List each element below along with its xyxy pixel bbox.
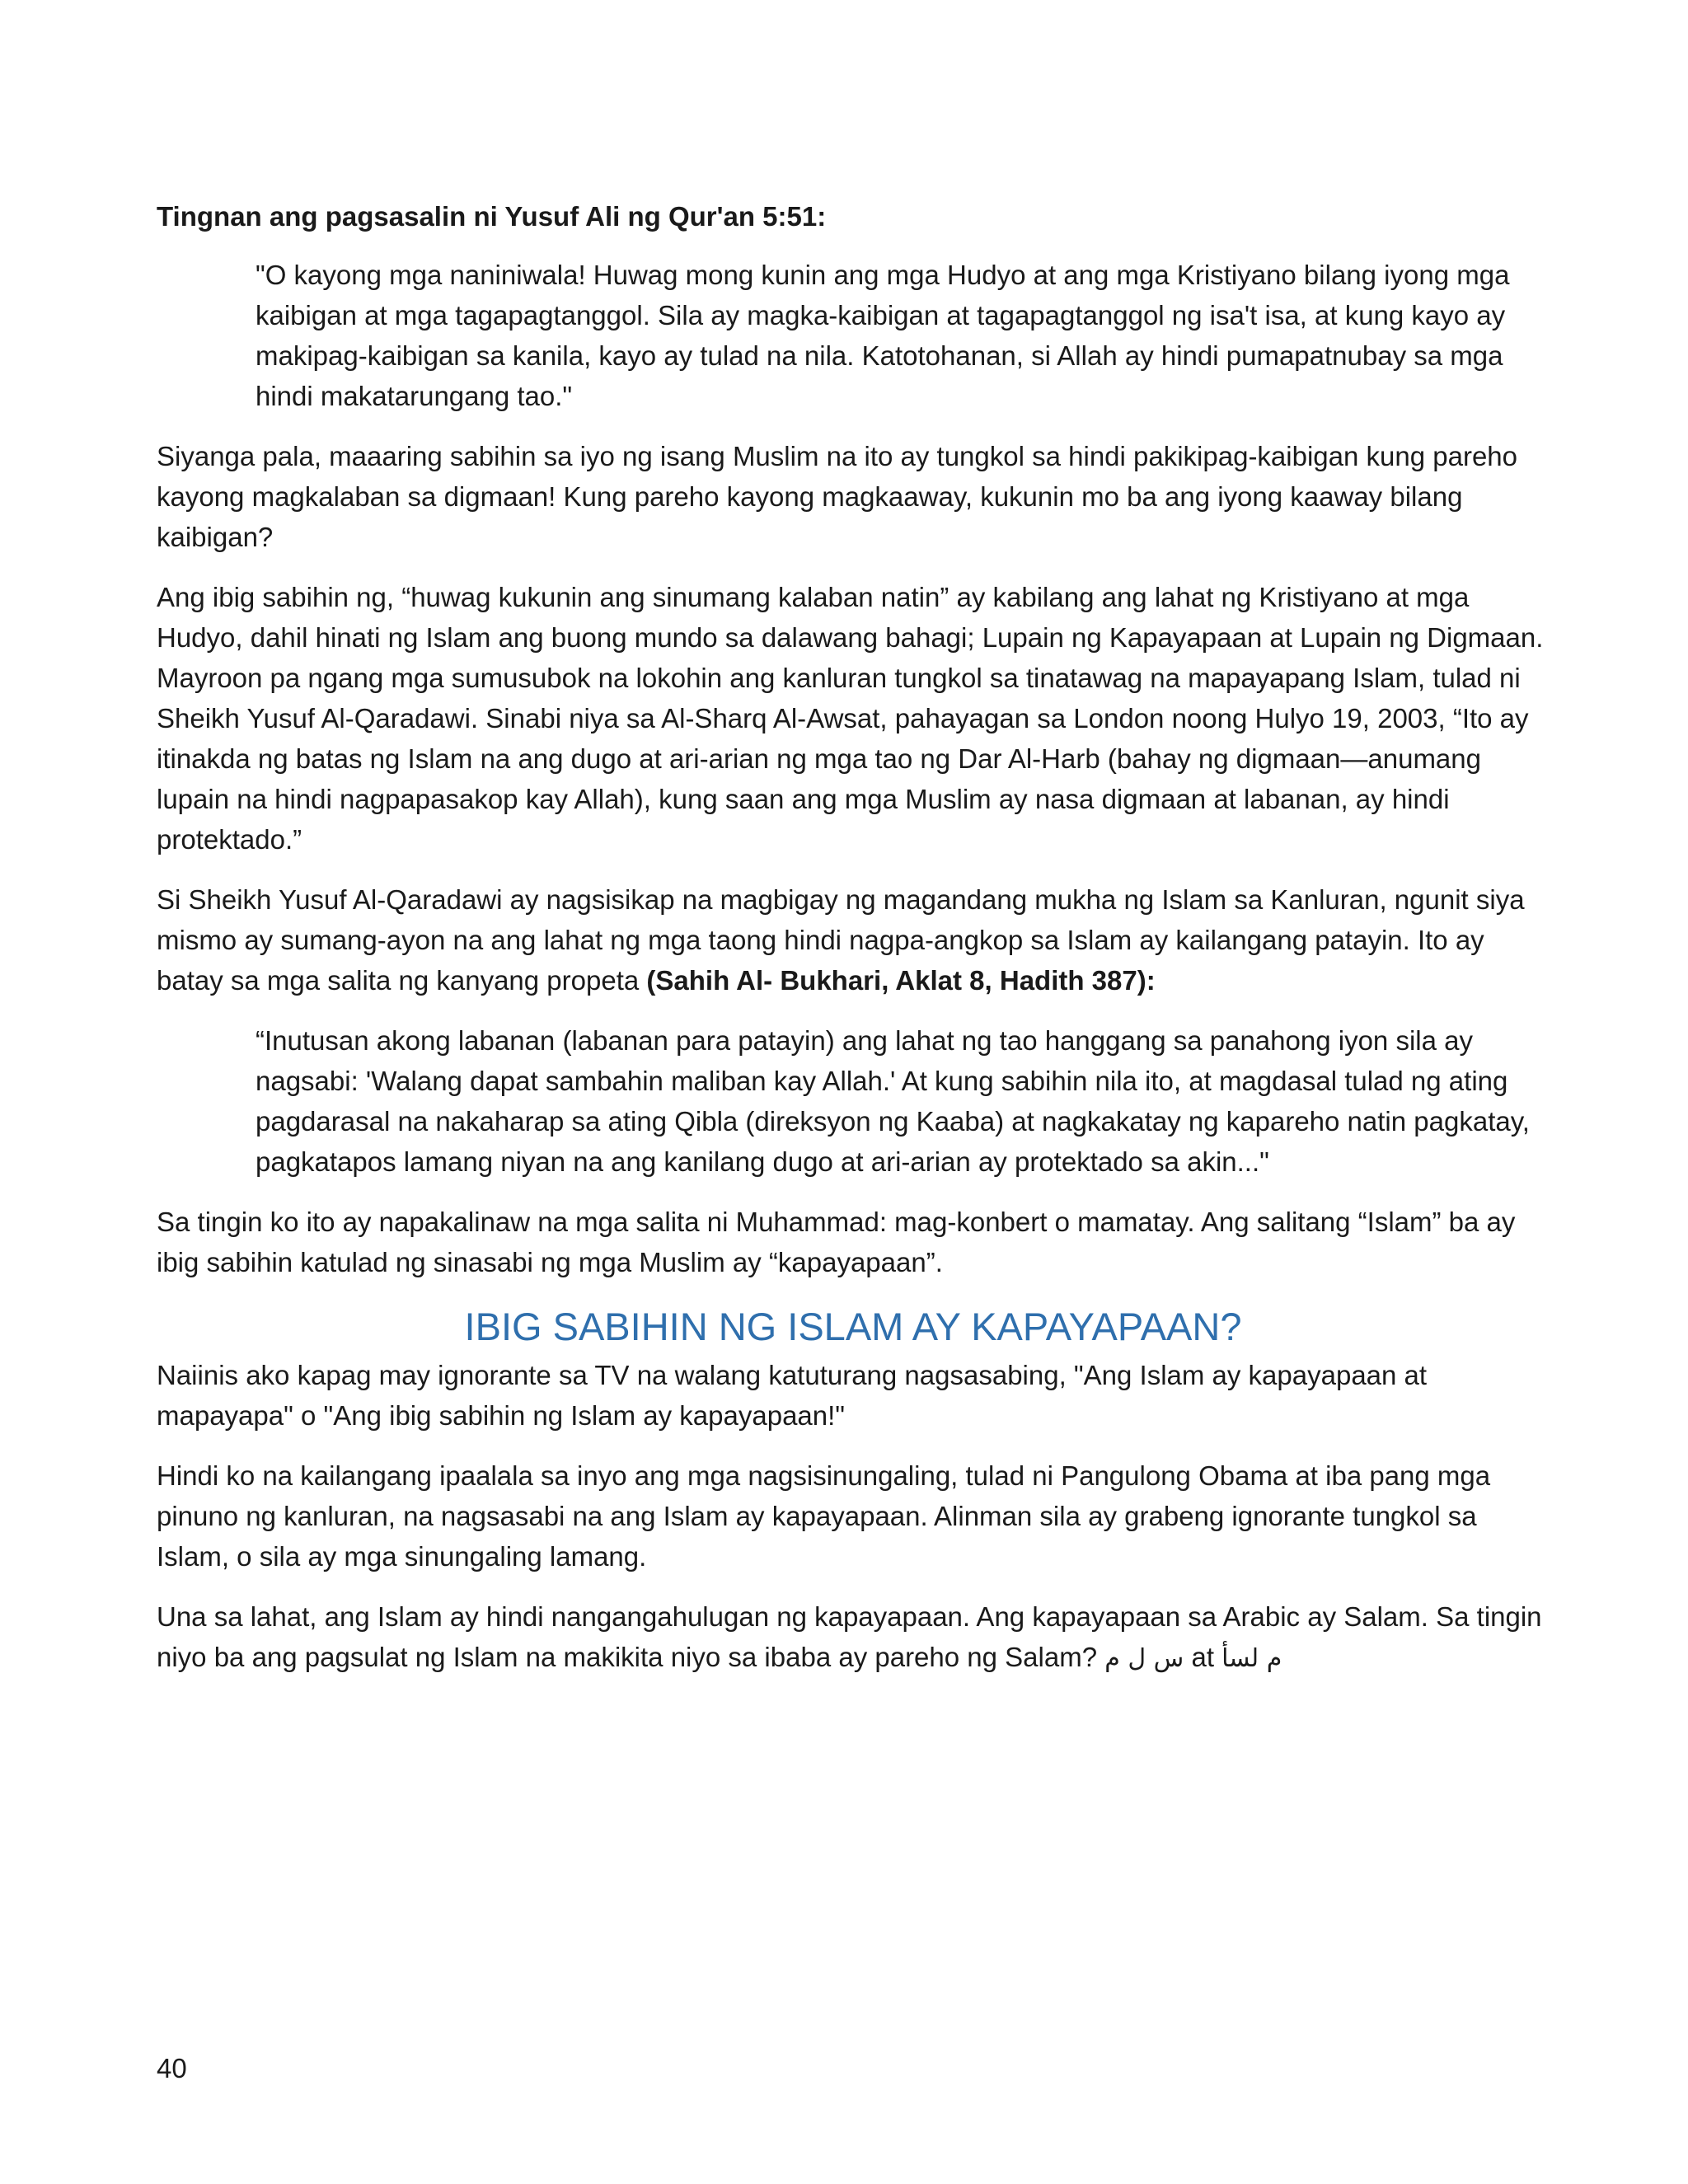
paragraph-1: Siyanga pala, maaaring sabihin sa iyo ng isang Muslim na ito ay tungkol sa hindi pakikipag-kaibigan kung pareho kayong magkalaban sa digmaan! Kung pareho kayong magkaaway, kukunin mo ba ang iyong kaaway bilang kaibigan? [157, 441, 1518, 552]
page-content [157, 196, 1550, 1699]
hadith-quote: “Inutusan akong labanan (labanan para patayin) ang lahat ng tao hanggang sa panahong iyon sila ay nagsabi: 'Walang dapat sambahin maliban kay Allah.' At kung sabihin nila ito, at magdasal tulad ng ating pagdarasal na nakaharap sa ating Qibla (direksyon ng Kaaba) at nagkakatay ng kapareho natin pagkatay, pagkatapos lamang niyan na ang kanilang dugo at ari-arian ay protektado sa akin..." [256, 1025, 1530, 1177]
section-heading: IBIG SABIHIN NG ISLAM AY KAPAYAPAAN? [464, 1305, 1242, 1348]
quran-quote: "O kayong mga naniniwala! Huwag mong kunin ang mga Hudyo at ang mga Kristiyano bilang iyong mga kaibigan at mga tagapagtanggol. Sila ay magka-kaibigan at tagapagtanggol ng isa't isa, at kung kayo ay makipag-kaibigan sa kanila, kayo ay tulad na nila. Katotohanan, si Allah ay hindi pumapatnubay sa mga hindi makatarungang tao." [256, 260, 1510, 411]
paragraph-7-text: Una sa lahat, ang Islam ay hindi nangangahulugan ng kapayapaan. Ang kapayapaan sa Arabic ay Salam. Sa tingin niyo ba ang pagsulat ng Islam na makikita niyo sa ibaba ay pareho ng Salam? [157, 1601, 1542, 1672]
arabic-salam: س ل م [1104, 1644, 1184, 1673]
hadith-citation: (Sahih Al- Bukhari, Aklat 8, Hadith 387): [646, 965, 1156, 996]
arabic-islam: م لسأ [1221, 1644, 1282, 1673]
reference-heading: Tingnan ang pagsasalin ni Yusuf Ali ng Qur'an 5:51: [157, 201, 827, 232]
paragraph-6: Hindi ko na kailangang ipaalala sa inyo ang mga nagsisinungaling, tulad ni Pangulong Obama at iba pang mga pinuno ng kanluran, na nagsasabi na ang Islam ay kapayapaan. Alinman sila ay grabeng ignorante tungkol sa Islam, o sila ay mga sinungaling lamang. [157, 1460, 1491, 1572]
paragraph-3-text: Si Sheikh Yusuf Al-Qaradawi ay nagsisikap na magbigay ng magandang mukha ng Islam sa Kanluran, ngunit siya mismo ay sumang-ayon na ang lahat ng mga taong hindi nagpa-angkop sa Islam ay kailangang patayin. Ito ay batay sa mga salita ng kanyang propeta [157, 884, 1525, 996]
paragraph-3 [157, 879, 1550, 1001]
paragraph-2: Ang ibig sabihin ng, “huwag kukunin ang sinumang kalaban natin” ay kabilang ang lahat ng Kristiyano at mga Hudyo, dahil hinati ng Islam ang buong mundo sa dalawang bahagi; Lupain ng Kapayapaan at Lupain ng Digmaan. Mayroon pa ngang mga sumusubok na lokohin ang kanluran tungkol sa tinatawag na mapayapang Islam, tulad ni Sheikh Yusuf Al-Qaradawi. Sinabi niya sa Al-Sharq Al-Awsat, pahayagan sa London noong Hulyo 19, 2003, “Ito ay itinakda ng batas ng Islam na ang dugo at ari-arian ng mga tao ng Dar Al-Harb (bahay ng digmaan—anumang lupain na hindi nagpapasakop kay Allah), kung saan ang mga Muslim ay nasa digmaan at labanan, ay hindi protektado.” [157, 582, 1544, 855]
paragraph-5: Naiinis ako kapag may ignorante sa TV na walang katuturang nagsasabing, "Ang Islam ay kapayapaan at mapayapa" o "Ang ibig sabihin ng Islam ay kapayapaan!" [157, 1360, 1428, 1431]
paragraph-7 [157, 1596, 1550, 1679]
connector-at: at [1184, 1642, 1222, 1672]
page-number: 40 [157, 2053, 187, 2083]
paragraph-4: Sa tingin ko ito ay napakalinaw na mga salita ni Muhammad: mag-konbert o mamatay. Ang salitang “Islam” ba ay ibig sabihin katulad ng sinasabi ng mga Muslim ay “kapayapaan”. [157, 1207, 1516, 1277]
